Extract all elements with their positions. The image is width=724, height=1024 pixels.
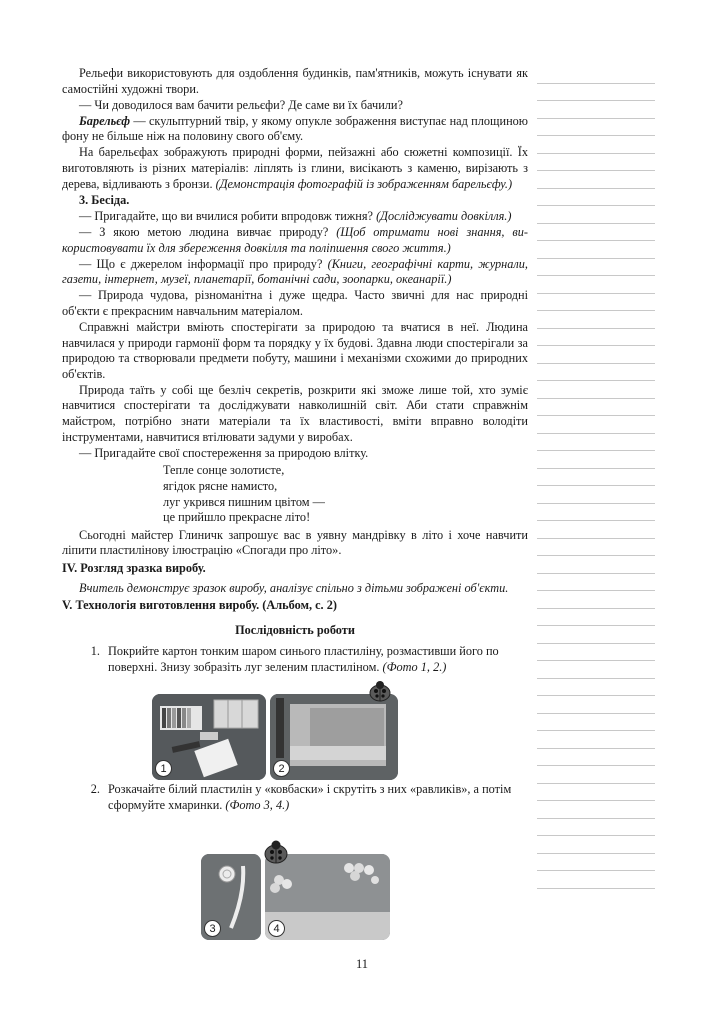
note-line [537,696,655,714]
note-line [537,679,655,697]
note-line [537,346,655,364]
note-line [537,171,655,189]
note-line [537,66,655,84]
poem [163,463,528,525]
paragraph: Рельефи використовують для оздоблення будинків, пам'ятників, можуть існувати як самостійні художні твори. [62,66,528,96]
step-2-block [62,782,528,817]
note-line [537,784,655,802]
note-line [537,154,655,172]
note-line [537,801,655,819]
note-line [537,206,655,224]
notes-lines [537,66,655,889]
note-line [537,399,655,417]
poem-line: це прийшло прекрасне літо! [163,510,311,525]
note-line [537,241,655,259]
photo-3 [201,854,261,940]
note-line [537,749,655,767]
note-line [537,224,655,242]
note-line [537,259,655,277]
note-line [537,556,655,574]
note-line [537,329,655,347]
step-number: 1. [90,644,100,659]
note-line [537,766,655,784]
photo-1-badge: 1 [155,760,172,777]
poem-line: луг укрився пишним цвітом — [163,494,325,509]
step-item [62,644,528,675]
step-text: Розкачайте білий пластилін у «ковбаски» і скрутіть з них «равликів», а потім сформуйте хмаринки. (Фото 3, 4.) [108,782,512,812]
note-line [537,871,655,889]
note-line [537,451,655,469]
photo-4 [265,854,390,940]
section-4-text: Вчитель демонструє зразок виробу, аналізує спільно з дітьми зображені об'єкти. [79,580,509,595]
note-line [537,504,655,522]
note-line [537,434,655,452]
dialog-line: — Пригадайте, що ви вчилися робити впродовж тижня? (Досліджувати довкілля.) [79,208,512,223]
note-line [537,521,655,539]
step-number: 2. [90,782,100,796]
note-line [537,381,655,399]
photo-2 [270,694,398,780]
note-line [537,854,655,872]
definition-paragraph: Барельєф — скульптурний твір, у якому опукле зображення виступає над площиною фону не більше ніж на половину свого об'єму. [62,113,528,144]
note-line [537,836,655,854]
paragraph: На барельєфах зображують природні форми, пейзажні або сюжетні композиції. Їх виготовляють із різних матеріалів: ліплять із глини, висікають з каменю, вирізають з дерева, відливають з бронзи. (Демонстрація фотографій із зображенням барельєфу.) [62,145,528,191]
step-text: Покрийте картон тонким шаром синього пластиліну, розмастивши його по поверхні. Знизу зобразіть луг зеленим пластиліном. (Фото 1, 2.) [108,644,499,674]
note-line [537,591,655,609]
note-line [537,101,655,119]
note-line [537,626,655,644]
poem-line: Тепле сонце золотисте, [163,463,285,478]
note-line [537,539,655,557]
step-item [62,782,528,813]
note-line [537,136,655,154]
main-text [62,66,528,679]
sequence-title: Послідовність роботи [235,622,355,637]
note-line [537,661,655,679]
paragraph: — Чи доводилося вам бачити рельєфи? Де саме ви їх бачили? [79,97,403,112]
note-line [537,276,655,294]
paragraph: Справжні майстри вміють спостерігати за природою та вчатися в неї. Людина навчилася у природи гармонії форм та порядку у їх будові. Здавна люди спостерігали за природою та створювали предмети побуту, машини і механізми схожими до природних об'єктів. [62,320,528,381]
note-line [537,364,655,382]
dialog-line: — З якою метою людина вивчає природу? (Щоб отримати нові знання, використовувати їх для збереження довкілля та поліпшення свого життя.) [62,224,528,255]
section-4-title: IV. Розгляд зразка виробу. [62,560,206,575]
note-line [537,84,655,102]
poem-line: ягідок рясне намисто, [163,478,278,493]
ladybug-icon [262,839,290,865]
dialog-line: — Пригадайте свої спостереження за природою влітку. [79,445,369,460]
note-line [537,731,655,749]
ladybug-icon [367,679,393,703]
section-3-title: 3. Бесіда. [79,192,130,207]
paragraph: Сьогодні майстер Глиничк запрошує вас в уявну мандрівку в літо і хоче навчити ліпити пластилінову ілюстрацію «Спогади про літо». [62,527,528,558]
page-number: 11 [355,957,369,971]
note-line [537,644,655,662]
note-line [537,189,655,207]
paragraph: Природа таїть у собі ще безліч секретів, розкрити які зможе лише той, хто зуміє навчитися спостерігати та досліджувати навколишній світ. Аби стати справжнім майстром, потрібно знати матеріали та їх властивості, вміти вправно володіти інструментами, навчитися втілювати задуми у виробах. [62,382,528,444]
photo-3-badge: 3 [204,920,221,937]
section-5-title: V. Технологія виготовлення виробу. (Альбом, с. 2) [62,598,337,613]
photo-4-badge: 4 [268,920,285,937]
note-line [537,294,655,312]
note-line [537,486,655,504]
note-line [537,416,655,434]
dialog-line: — Природа чудова, різноманітна і дуже щедра. Часто звичні для нас природні об'єкти є прекрасним навчальним матеріалом. [62,288,528,318]
photo-2-badge: 2 [273,760,290,777]
note-line [537,311,655,329]
note-line [537,574,655,592]
photo-1 [152,694,266,780]
note-line [537,469,655,487]
note-line [537,819,655,837]
note-line [537,714,655,732]
note-line [537,609,655,627]
note-line [537,119,655,137]
dialog-line: — Що є джерелом інформації про природу? (Книги, географічні карти, журнали, газети, інтернет, музеї, планетарії, ботанічні сади, зоопарки, океанарії.) [62,256,528,287]
